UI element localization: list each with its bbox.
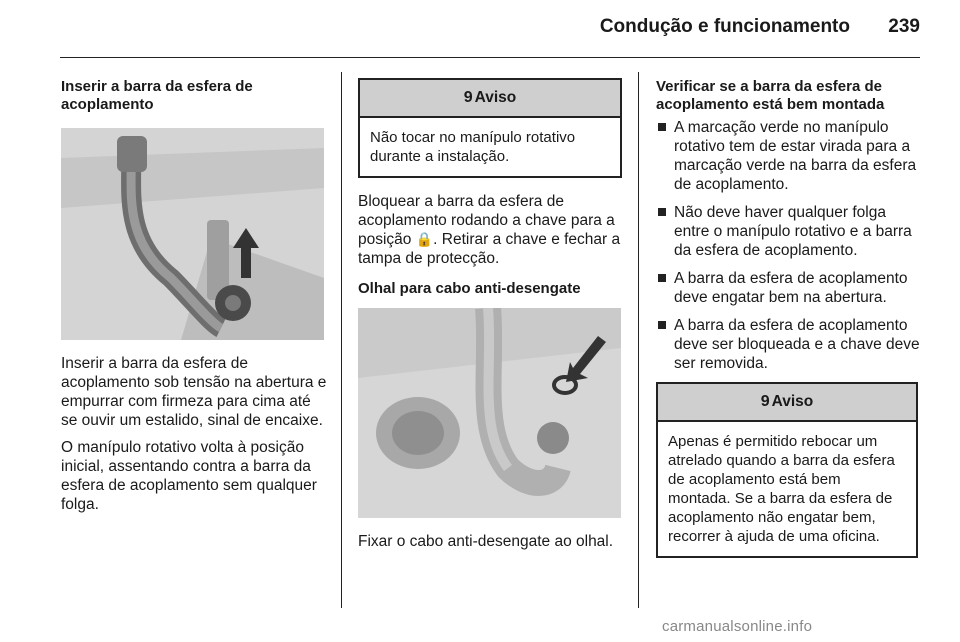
warning-header <box>360 80 620 118</box>
page-number: 239 <box>888 16 920 37</box>
column-3 <box>656 78 922 558</box>
section-heading-check: Verificar se a barra da esfera de acoplamento está bem montada <box>656 78 885 113</box>
list-item: A marcação verde no manípulo rotativo tem de estar virada para a marcação verde na barra da esfera de acoplamento. <box>656 118 922 194</box>
lock-icon: 🔒 <box>415 231 434 247</box>
column-divider-1 <box>341 72 342 608</box>
warning-text: Apenas é permitido rebocar um atrelado quando a barra da esfera de acoplamento está bem montada. Se a barra da esfera de acoplamento não engatar bem, recorrer à ajuda de uma oficina. <box>668 433 895 545</box>
column-1 <box>61 78 327 522</box>
list-item: A barra da esfera de acoplamento deve ser bloqueada e a chave deve ser removida. <box>656 316 922 373</box>
paragraph-lock-key <box>358 192 622 268</box>
warning-box-towing <box>656 382 918 558</box>
watermark: carmanualsonline.info <box>662 618 813 635</box>
lock-text-part-1: Bloquear a barra da esfera de acoplamento rodando a chave para a posição <box>358 193 615 248</box>
photo-eyelet <box>358 308 621 518</box>
header-rule <box>60 57 920 58</box>
warning-box-installation <box>358 78 622 178</box>
paragraph-insert-instructions: Inserir a barra da esfera de acoplamento sob tensão na abertura e empurrar com firmeza para cima até se ouvir um estalido, sinal de encaixe. <box>61 355 327 429</box>
photo-insert-ball-bar <box>61 128 324 340</box>
warning-header <box>658 384 916 422</box>
page-header-title: Condução e funcionamento <box>599 16 850 37</box>
list-item: Não deve haver qualquer folga entre o manípulo rotativo e a barra da esfera de acoplamento. <box>656 203 922 260</box>
check-bullet-list <box>656 118 922 373</box>
warning-triangle-icon: 9 <box>463 89 473 106</box>
warning-title: Aviso <box>771 393 814 410</box>
section-heading-eyelet: Olhal para cabo anti-desengate <box>358 280 581 297</box>
paragraph-knob-returns: O manípulo rotativo volta à posição inicial, assentando contra a barra da esfera de acoplamento sem qualquer folga. <box>61 439 317 513</box>
column-2 <box>358 78 622 559</box>
list-item: A barra da esfera de acoplamento deve engatar bem na abertura. <box>656 269 922 307</box>
warning-text: Não tocar no manípulo rotativo durante a instalação. <box>370 129 576 165</box>
section-heading-insert: Inserir a barra da esfera de acoplamento <box>61 78 253 113</box>
caption-eyelet: Fixar o cabo anti-desengate ao olhal. <box>358 533 614 550</box>
lock-text-part-2: . Retirar a chave e fechar a tampa de protecção. <box>358 231 621 267</box>
warning-triangle-icon: 9 <box>760 393 770 410</box>
column-divider-2 <box>638 72 639 608</box>
warning-title: Aviso <box>474 89 517 106</box>
